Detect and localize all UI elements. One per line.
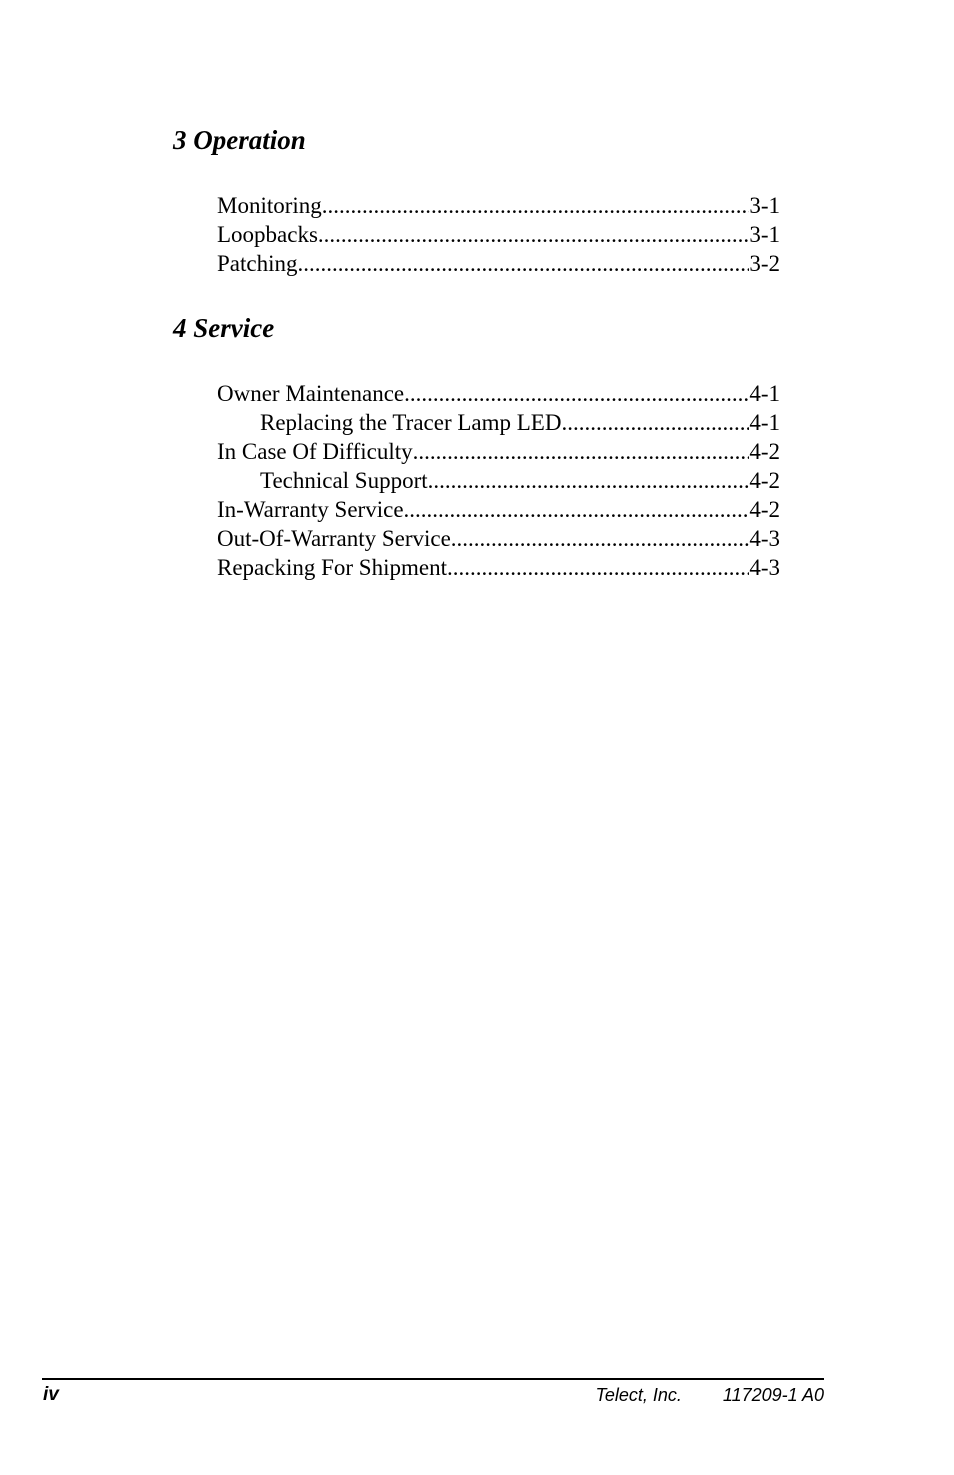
toc-entry-title: In-Warranty Service bbox=[217, 497, 404, 522]
toc-entry-patching[interactable] bbox=[217, 249, 780, 278]
dot-leader bbox=[322, 191, 750, 220]
footer-rule bbox=[42, 1378, 824, 1380]
toc-entry-owner-maintenance[interactable] bbox=[217, 379, 780, 408]
toc-entry-repacking-for-shipment[interactable] bbox=[217, 553, 780, 582]
toc-entry-title: Technical Support bbox=[260, 468, 428, 493]
toc-entry-page: 4-1 bbox=[749, 381, 780, 406]
dot-leader bbox=[404, 379, 749, 408]
dot-leader bbox=[428, 466, 750, 495]
toc-entry-title: Out-Of-Warranty Service bbox=[217, 526, 451, 551]
toc-entry-replacing-tracer-lamp-led[interactable] bbox=[217, 408, 780, 437]
toc-entry-title: Owner Maintenance bbox=[217, 381, 405, 406]
toc-entry-technical-support[interactable] bbox=[217, 466, 780, 495]
dot-leader bbox=[451, 524, 750, 553]
footer-info bbox=[596, 1383, 825, 1407]
toc-entry-page: 4-2 bbox=[749, 439, 780, 464]
toc-list-operation bbox=[217, 191, 780, 278]
toc-entry-title: Loopbacks bbox=[217, 222, 318, 247]
footer-company: Telect, Inc. bbox=[595, 1385, 682, 1405]
dot-leader bbox=[318, 220, 749, 249]
dot-leader bbox=[404, 495, 750, 524]
toc-entry-in-case-of-difficulty[interactable] bbox=[217, 437, 780, 466]
toc-entry-out-of-warranty-service[interactable] bbox=[217, 524, 780, 553]
dot-leader bbox=[413, 437, 750, 466]
dot-leader bbox=[447, 553, 749, 582]
section-heading-operation: 3 Operation bbox=[173, 125, 306, 155]
dot-leader bbox=[561, 408, 749, 437]
toc-entry-page: 4-3 bbox=[749, 526, 780, 551]
toc-entry-title: Patching bbox=[217, 251, 298, 276]
toc-entry-title: In Case Of Difficulty bbox=[217, 439, 413, 464]
toc-entry-monitoring[interactable] bbox=[217, 191, 780, 220]
toc-entry-loopbacks[interactable] bbox=[217, 220, 780, 249]
dot-leader bbox=[298, 249, 750, 278]
toc-entry-page: 4-2 bbox=[749, 497, 780, 522]
section-heading-service: 4 Service bbox=[173, 313, 275, 343]
toc-entry-page: 3-1 bbox=[749, 222, 780, 247]
toc-list-service bbox=[217, 379, 780, 582]
toc-entry-title: Replacing the Tracer Lamp LED bbox=[260, 410, 562, 435]
toc-entry-in-warranty-service[interactable] bbox=[217, 495, 780, 524]
footer-page-number: iv bbox=[43, 1384, 59, 1405]
toc-entry-page: 4-3 bbox=[749, 555, 780, 580]
footer-document-number: 117209-1 A0 bbox=[722, 1385, 824, 1405]
toc-entry-page: 3-2 bbox=[749, 251, 780, 276]
toc-entry-page: 4-1 bbox=[749, 410, 780, 435]
toc-entry-page: 4-2 bbox=[749, 468, 780, 493]
toc-entry-title: Repacking For Shipment bbox=[217, 555, 447, 580]
toc-entry-page: 3-1 bbox=[749, 193, 780, 218]
toc-entry-title: Monitoring bbox=[217, 193, 322, 218]
